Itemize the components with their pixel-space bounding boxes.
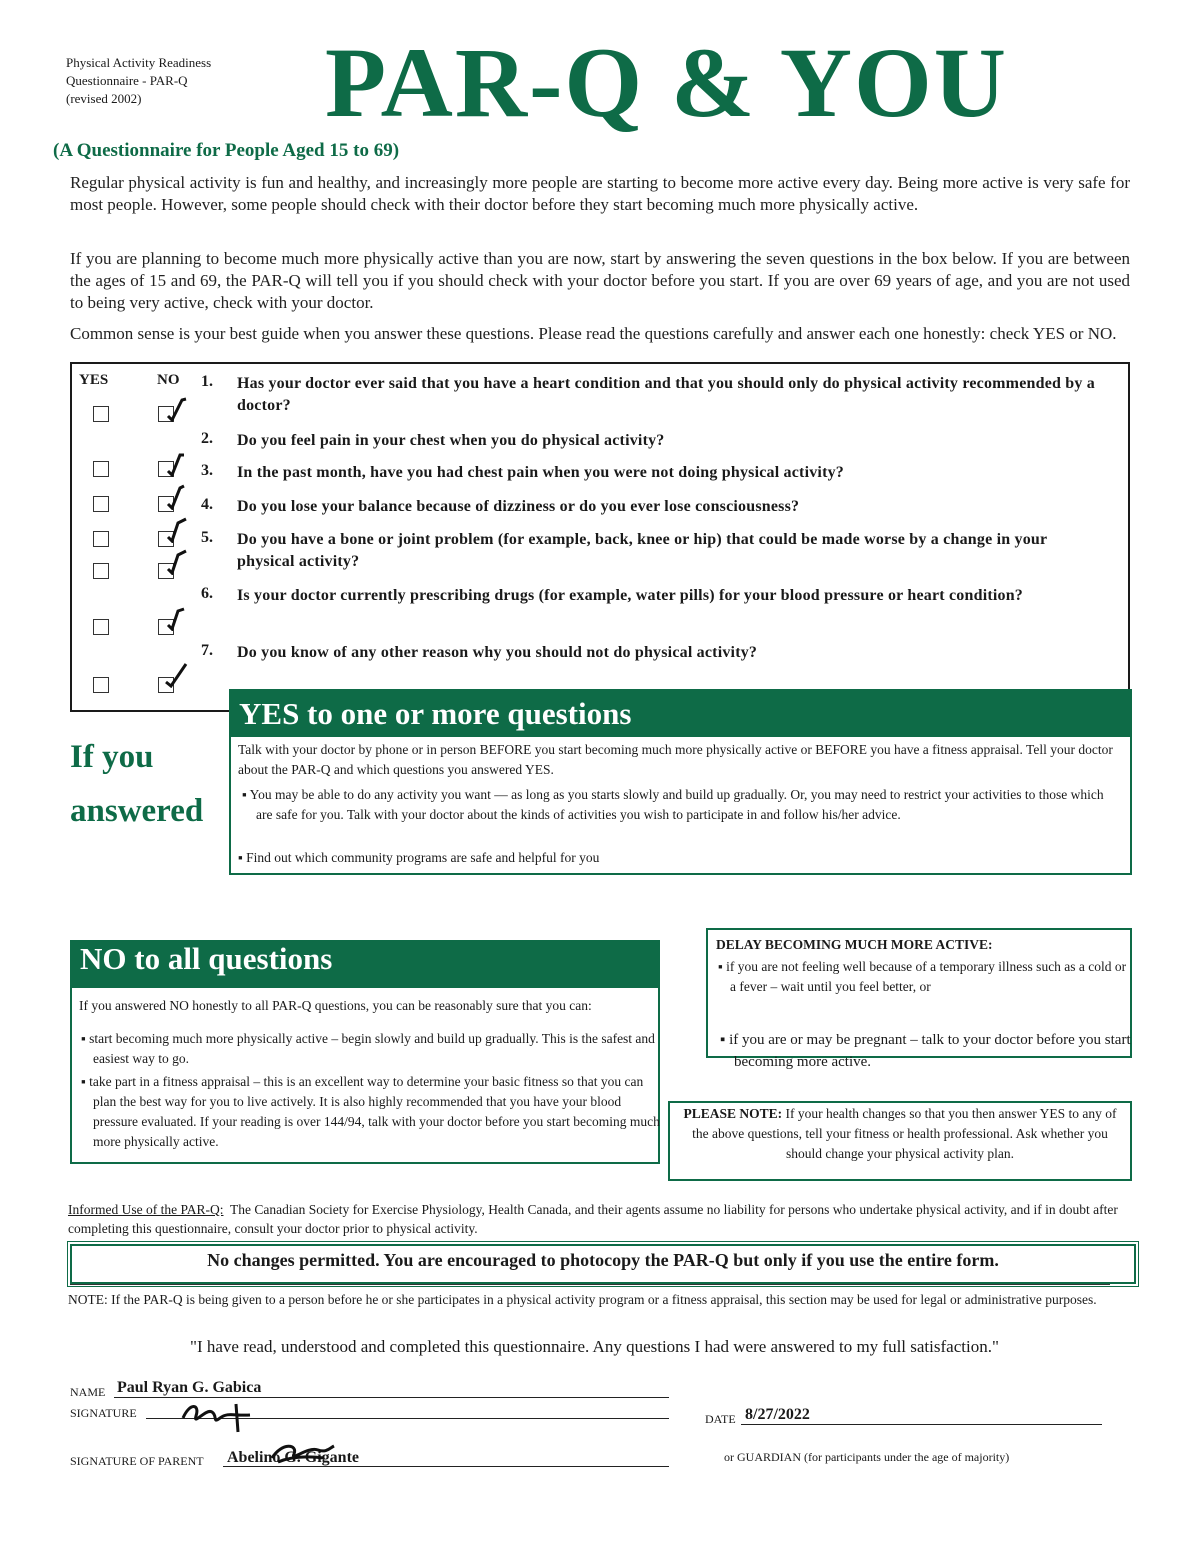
no-column-header: NO [157, 372, 180, 388]
delay-bullet: ▪ if you are or may be pregnant – talk to your doctor before you start becoming more active. [716, 1029, 1134, 1073]
yes-section-bullet: ▪ You may be able to do any activity you want — as long as you starts slowly and build up gradually. Or, you may need to restrict your activities to those which are safe for you. Talk with your doctor about the kinds of activities you wish to participate in and follow his/her advice. [238, 785, 1116, 825]
signature-label: SIGNATURE [70, 1406, 137, 1420]
check-mark-icon [160, 396, 190, 422]
no-section-bullet: ▪ take part in a fitness appraisal – this is an excellent way to determine your basic fitness so that you can plan the best way for you to live actively. It is also highly recommended that you have your blood pressure evaluated. If your reading is over 144/94, talk with your doctor before you start becoming much more physically active. [79, 1072, 663, 1152]
yes-column-header: YES [79, 372, 109, 388]
parent-signature-value[interactable]: Abelino G. Gigante [227, 1449, 360, 1466]
check-mark-icon [160, 484, 190, 510]
question-5-number: 5. [201, 529, 213, 546]
question-4-number: 4. [201, 496, 213, 513]
yes-checkbox[interactable] [93, 677, 109, 693]
yes-section-bullet: ▪ Find out which community programs are safe and helpful for you [238, 848, 1098, 868]
name-label: NAME [70, 1385, 106, 1399]
page-subtitle: (A Questionnaire for People Aged 15 to 69) [53, 140, 400, 161]
question-1-text: Has your doctor ever said that you have a heart condition and that you should only do physical activity recommended by a doctor? [237, 375, 1095, 414]
legal-note: NOTE: If the PAR-Q is being given to a person before he or she participates in a physical activity program or a fitness appraisal, this section may be used for legal or administrative purposes. [68, 1292, 1097, 1307]
delay-title: DELAY BECOMING MUCH MORE ACTIVE: [716, 937, 993, 952]
yes-checkbox[interactable] [93, 496, 109, 512]
yes-checkbox[interactable] [93, 406, 109, 422]
question-2-text: Do you feel pain in your chest when you do physical activity? [237, 432, 665, 449]
yes-checkbox[interactable] [93, 563, 109, 579]
question-7-number: 7. [201, 642, 213, 659]
please-note-label: PLEASE NOTE: [683, 1106, 783, 1121]
informed-use-text: The Canadian Society for Exercise Physiology, Health Canada, and their agents assume no liability for persons who undertake physical activity, and if in doubt after completing this questionnaire, consult your doctor prior to physical activity. [68, 1202, 1118, 1236]
please-note-text [676, 1104, 1124, 1180]
question-7-text: Do you know of any other reason why you should not do physical activity? [237, 644, 758, 661]
intro-paragraph-3: Common sense is your best guide when you answer these questions. Please read the questions carefully and answer each one honestly: check YES or NO. [70, 324, 1117, 343]
question-4-text: Do you lose your balance because of dizziness or do you ever lose consciousness? [237, 498, 800, 515]
no-changes-text: No changes permitted. You are encouraged to photocopy the PAR-Q but only if you use the entire form. [207, 1250, 999, 1270]
signature-scribble-icon [178, 1398, 263, 1434]
please-note-body: If your health changes so that you then answer YES to any of the above questions, tell your fitness or health professional. Ask whether you should change your physical activity plan. [692, 1106, 1117, 1161]
if-you-answered-label: If you answered [70, 739, 204, 829]
informed-use-label: Informed Use of the PAR-Q: [68, 1202, 224, 1217]
divider [70, 1284, 1110, 1285]
intro-paragraph-1: Regular physical activity is fun and healthy, and increasingly more people are starting to become more active every day. Being more active is very safe for most people. However, some people should check with their doctor before they start becoming much more physically active. [70, 173, 1130, 214]
date-label: DATE [705, 1412, 736, 1426]
yes-checkbox[interactable] [93, 461, 109, 477]
check-mark-icon [160, 517, 190, 543]
check-mark-icon [160, 605, 190, 631]
yes-section-header: YES to one or more questions [229, 689, 1132, 737]
no-section-header: NO to all questions [70, 940, 660, 988]
no-section-intro: If you answered NO honestly to all PAR-Q questions, you can be reasonably sure that you can: [79, 998, 592, 1013]
declaration-quote: "I have read, understood and completed this questionnaire. Any questions I had were answered to my full satisfaction." [190, 1337, 999, 1356]
name-value[interactable]: Paul Ryan G. Gabica [117, 1379, 262, 1396]
check-mark-icon [160, 662, 190, 688]
check-mark-icon [160, 451, 190, 477]
question-1-number: 1. [201, 373, 213, 390]
yes-checkbox[interactable] [93, 531, 109, 547]
page-title: PAR-Q & YOU [325, 27, 1008, 138]
delay-bullet: ▪ if you are not feeling well because of a temporary illness such as a cold or a fever – wait until you feel better, or [716, 957, 1130, 997]
no-section-bullet: ▪ start becoming much more physically active – begin slowly and build up gradually. This is the safest and easiest way to go. [79, 1029, 663, 1069]
parent-signature-label: SIGNATURE OF PARENT [70, 1454, 204, 1468]
question-3-text: In the past month, have you had chest pain when you were not doing physical activity? [237, 464, 845, 481]
yes-checkbox[interactable] [93, 619, 109, 635]
guardian-label: or GUARDIAN (for participants under the age of majority) [724, 1450, 1010, 1464]
intro-paragraph-2: If you are planning to become much more physically active than you are now, start by answering the seven questions in the box below. If you are between the ages of 15 and 69, the PAR-Q will tell you if you should check with your doctor before you start. If you are over 69 years of age, and you are not used to being very active, check with your doctor. [70, 249, 1130, 312]
yes-section-intro: Talk with your doctor by phone or in person BEFORE you start becoming much more physically active or BEFORE you have a fitness appraisal. Tell your doctor about the PAR-Q and which questions you answered YES. [238, 742, 1113, 777]
date-value[interactable]: 8/27/2022 [745, 1406, 810, 1423]
date-line [741, 1424, 1102, 1425]
parent-signature-line [223, 1466, 669, 1467]
form-subtitle: Physical Activity Readiness Questionnaire - PAR-Q (revised 2002) [66, 55, 212, 106]
question-5-text: Do you have a bone or joint problem (for example, back, knee or hip) that could be made worse by a change in your physical activity? [237, 531, 1048, 570]
question-6-text: Is your doctor currently prescribing drugs (for example, water pills) for your blood pressure or heart condition? [237, 587, 1024, 604]
question-2-number: 2. [201, 430, 213, 447]
question-6-number: 6. [201, 585, 213, 602]
parent-signature-scribble-icon [268, 1440, 338, 1466]
check-mark-icon [160, 549, 190, 575]
informed-use-notice [68, 1200, 1128, 1238]
question-3-number: 3. [201, 462, 213, 479]
